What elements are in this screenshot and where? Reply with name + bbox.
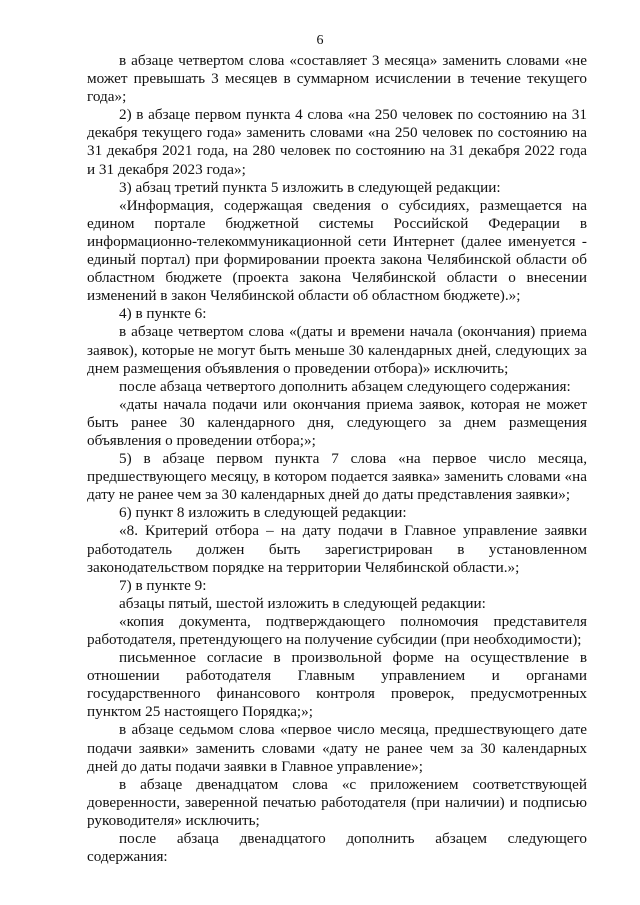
paragraph: 6) пункт 8 изложить в следующей редакции:: [119, 504, 407, 522]
paragraph: 5) в абзаце первом пункта 7 слова «на первое число месяца, предшествующего месяцу, в котором подается заявка» заменить словами «на дату не ранее чем за 30 календарных дней до даты представления заявки»;: [87, 450, 587, 504]
paragraph: в абзаце четвертом слова «составляет 3 месяца» заменить словами «не может превышать 3 месяцев в суммарном исчислении в течение текущего года»;: [87, 52, 587, 106]
paragraph: 2) в абзаце первом пункта 4 слова «на 250 человек по состоянию на 31 декабря текущего года» заменить словами «на 250 человек по состоянию на 31 декабря 2021 года, на 280 человек по состоянию на 31 декабря 2022 года и 31 декабря 2023 года»;: [87, 106, 587, 178]
paragraph: после абзаца двенадцатого дополнить абзацем следующего содержания:: [87, 830, 587, 866]
paragraph: 4) в пункте 6:: [119, 305, 207, 323]
paragraph: в абзаце двенадцатом слова «с приложением соответствующей доверенности, заверенной печатью работодателя (при наличии) и подписью руководителя» исключить;: [87, 775, 587, 829]
paragraph: после абзаца четвертого дополнить абзацем следующего содержания:: [119, 377, 571, 395]
paragraph: «Информация, содержащая сведения о субсидиях, размещается на едином портале бюджетной системы Российской Федерации в информационно-телекоммуникационной сети Интернет (далее именуется - единый портал) при формировании проекта закона Челябинской области об областном бюджете (проекта закона Челябинской области о внесении изменений в закон Челябинской области об областном бюджете).»;: [87, 196, 587, 305]
paragraph: 3) абзац третий пункта 5 изложить в следующей редакции:: [119, 178, 501, 196]
paragraph: письменное согласие в произвольной форме на осуществление в отношении работодателя Главным управлением и органами государственного финансового контроля проверок, предусмотренных пунктом 25 настоящего Порядка;»;: [87, 649, 587, 721]
document-body: [87, 52, 587, 866]
paragraph: «8. Критерий отбора – на дату подачи в Главное управление заявки работодатель должен быть зарегистрирован в установленном законодательством порядке на территории Челябинской области.»;: [87, 522, 587, 576]
paragraph: 7) в пункте 9:: [119, 576, 207, 594]
page-number: 6: [316, 33, 324, 48]
paragraph: в абзаце четвертом слова «(даты и времени начала (окончания) приема заявок), которые не могут быть меньше 30 календарных дней, следующих за днем размещения объявления о проведении отбора)» исключить;: [87, 323, 587, 377]
paragraph: в абзаце седьмом слова «первое число месяца, предшествующего дате подачи заявки» заменить словами «дату не ранее чем за 30 календарных дней до даты подачи заявки в Главное управление»;: [87, 721, 587, 775]
paragraph: абзацы пятый, шестой изложить в следующей редакции:: [119, 594, 486, 612]
paragraph: «даты начала подачи или окончания приема заявок, которая не может быть ранее 30 календарного дня, следующего за днем размещения объявления о проведении отбора;»;: [87, 395, 587, 449]
paragraph: «копия документа, подтверждающего полномочия представителя работодателя, претендующего на получение субсидии (при необходимости);: [87, 612, 587, 648]
